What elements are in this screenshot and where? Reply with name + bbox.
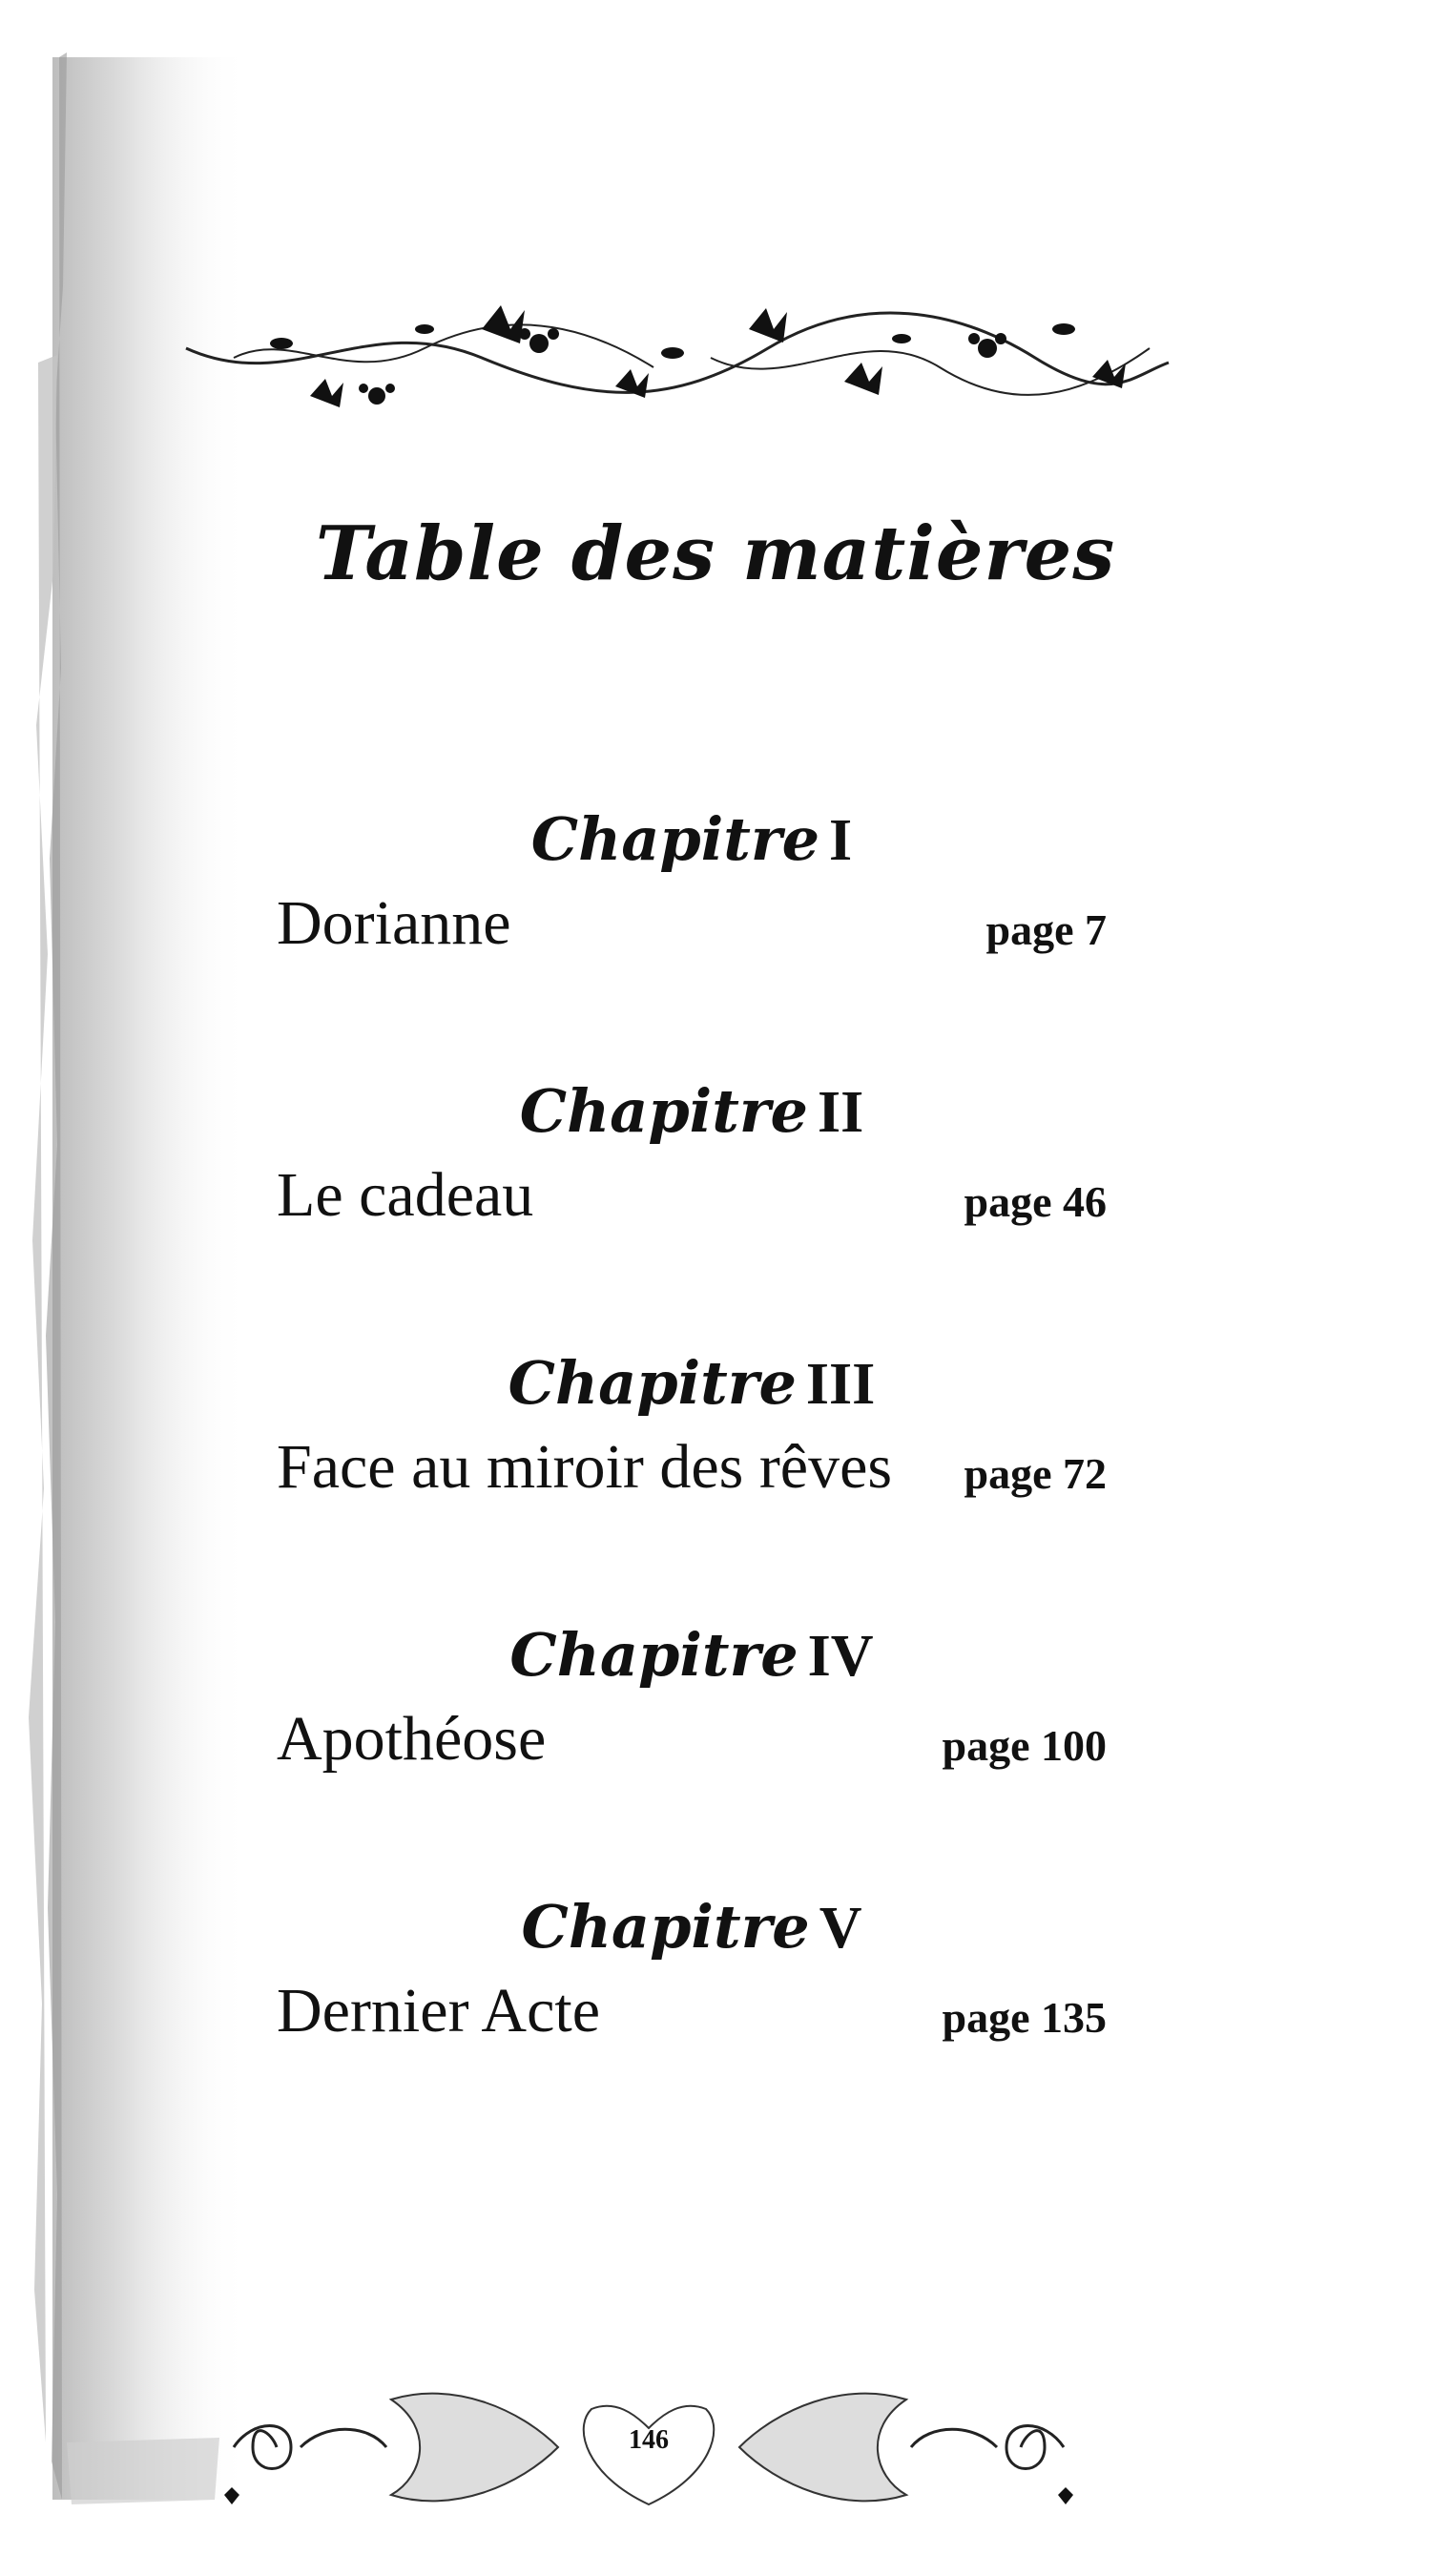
chapter-heading (277, 1345, 1107, 1423)
chapter-word: Chapitre (519, 1076, 808, 1146)
chapter-heading (277, 1889, 1107, 1966)
chapter-word: Chapitre (509, 1620, 798, 1690)
chapter-numeral: IV (807, 1624, 874, 1689)
page-title: Table des matières (315, 510, 1116, 597)
chapter-page-ref: page 7 (985, 905, 1107, 954)
chapter-entry (277, 801, 1107, 992)
chapter-heading (277, 801, 1107, 879)
chapter-word: Chapitre (508, 1348, 797, 1418)
vine-ornament (176, 291, 1178, 434)
chapter-entry (277, 1345, 1107, 1536)
chapter-numeral: I (829, 808, 853, 873)
chapter-word: Chapitre (521, 1892, 810, 1962)
chapter-page-ref: page 72 (964, 1449, 1107, 1498)
chapter-title: Le cadeau (277, 1160, 534, 1230)
chapter-word: Chapitre (530, 804, 820, 874)
chapter-numeral: II (817, 1080, 864, 1145)
chapter-page-ref: page 135 (942, 1993, 1107, 2042)
chapter-title: Dorianne (277, 888, 511, 958)
chapter-title: Dernier Acte (277, 1976, 600, 2046)
chapter-numeral: V (819, 1896, 862, 1961)
chapter-numeral: III (805, 1352, 876, 1417)
page-number: 146 (629, 2425, 669, 2455)
chapter-entry (277, 1617, 1107, 1808)
chapter-page-ref: page 46 (964, 1177, 1107, 1226)
chapter-heading (277, 1073, 1107, 1151)
chapter-entry (277, 1889, 1107, 2080)
chapter-page-ref: page 100 (942, 1721, 1107, 1770)
chapter-heading (277, 1617, 1107, 1694)
chapter-title: Face au miroir des rêves (277, 1432, 893, 1502)
chapter-entry (277, 1073, 1107, 1264)
chapter-title: Apothéose (277, 1704, 547, 1774)
